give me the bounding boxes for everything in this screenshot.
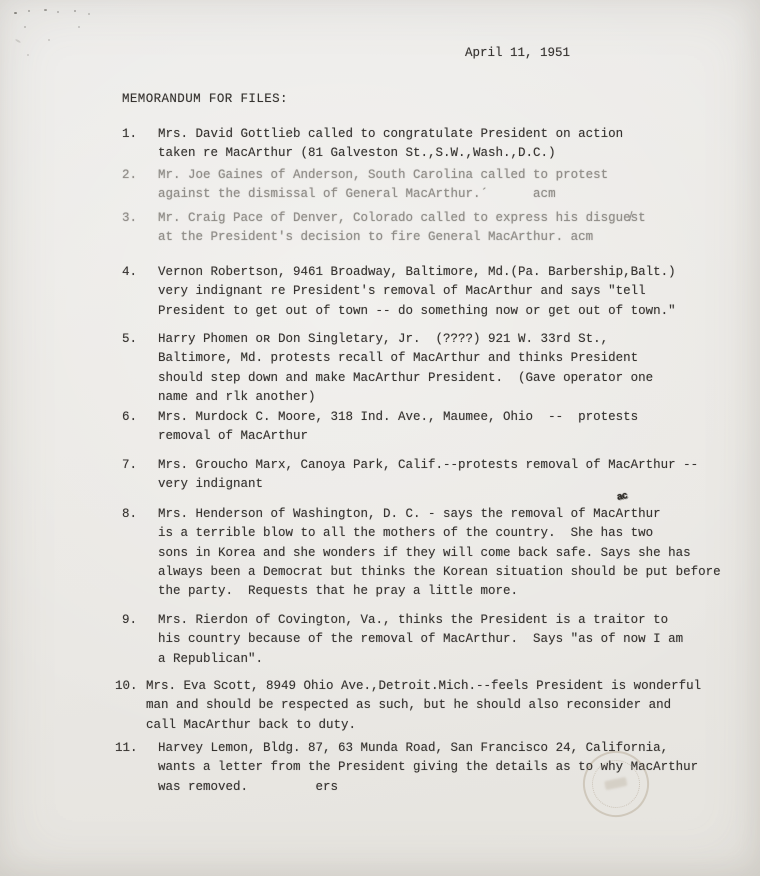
memo-line: Harvey Lemon, Bldg. 87, 63 Munda Road, San Francisco 24, California,: [158, 741, 669, 755]
memo-line: President to get out of town -- do something now or get out of town.": [158, 303, 676, 318]
memo-line: very indignant: [158, 477, 264, 492]
memo-line: man and should be respected as such, but he should also reconsider and: [146, 698, 672, 713]
memo-line: removal of MacArthur: [158, 429, 309, 444]
item-number: 1.: [122, 127, 138, 141]
memo-line: Mr. Joe Gaines of Anderson, South Carolina called to protest: [158, 168, 609, 182]
item-number: 11.: [115, 741, 138, 755]
memo-line: taken re MacArthur (81 Galveston St.,S.W.,Wash.,D.C.): [158, 146, 556, 161]
item-number: 8.: [122, 507, 138, 521]
memo-line: Mrs. David Gottlieb called to congratulate President on action: [158, 127, 624, 141]
memo-line: Mrs. Henderson of Washington, D. C. - says the removal of MacArthur: [158, 507, 661, 521]
item-number: 5.: [122, 332, 138, 346]
memo-line: Harry Phomen oʀ Don Singletary, Jr. (????) 921 W. 33rd St.,: [158, 332, 609, 346]
item-number: 4.: [122, 265, 138, 279]
item-number: 9.: [122, 613, 138, 627]
memo-line: wants a letter from the President giving the details as to why MacArthur: [158, 760, 699, 775]
item-number: 2.: [122, 168, 138, 182]
memo-line: call MacArthur back to duty.: [146, 717, 357, 732]
memo-line: is a terrible blow to all the mothers of the country. She has two: [158, 526, 654, 541]
memo-line: against the dismissal of General MacArthur.´ acm: [158, 187, 556, 202]
memo-line: a Republican".: [158, 651, 264, 666]
item-number: 3.: [122, 211, 138, 225]
memo-line: name and rlk another): [158, 389, 316, 404]
memo-line: should step down and make MacArthur President. (Gave operator one: [158, 370, 654, 385]
memo-line: Mr. Craig Pace of Denver, Colorado called to express his disgue̸st: [158, 211, 646, 225]
memo-line: Mrs. Eva Scott, 8949 Ohio Ave.,Detroit.Mich.--feels President is wonderful: [146, 679, 702, 693]
memo-line: Mrs. Murdock C. Moore, 318 Ind. Ave., Maumee, Ohio -- protests: [158, 410, 639, 424]
memo-line: Vernon Robertson, 9461 Broadway, Baltimore, Md.(Pa. Barbership,Balt.): [158, 265, 676, 279]
item-number: 6.: [122, 410, 138, 424]
memo-line: his country because of the removal of MacArthur. Says "as of now I am: [158, 632, 684, 647]
memo-line: Mrs. Rierdon of Covington, Va., thinks the President is a traitor to: [158, 613, 669, 627]
memo-line: was removed. ers: [158, 779, 339, 794]
memo-line: very indignant re President's removal of MacArthur and says "tell: [158, 284, 646, 299]
memo-line: sons in Korea and she wonders if they will come back safe. Says she has: [158, 545, 691, 560]
item-number: 7.: [122, 458, 138, 472]
memo-line: at the President's decision to fire General MacArthur. acm: [158, 230, 594, 245]
memo-heading: MEMORANDUM FOR FILES:: [122, 92, 288, 106]
memo-line: the party. Requests that he pray a little more.: [158, 584, 519, 598]
memo-line: always been a Democrat but thinks the Korean situation should be put before: [158, 564, 721, 579]
memo-line: Mrs. Groucho Marx, Canoya Park, Calif.--protests removal of MacArthur --: [158, 458, 699, 472]
item-number: 10.: [115, 679, 138, 693]
ink-correction: ac: [615, 491, 629, 504]
date-line: April 11, 1951: [465, 46, 571, 60]
memo-line: Baltimore, Md. protests recall of MacArthur and thinks President: [158, 351, 639, 366]
